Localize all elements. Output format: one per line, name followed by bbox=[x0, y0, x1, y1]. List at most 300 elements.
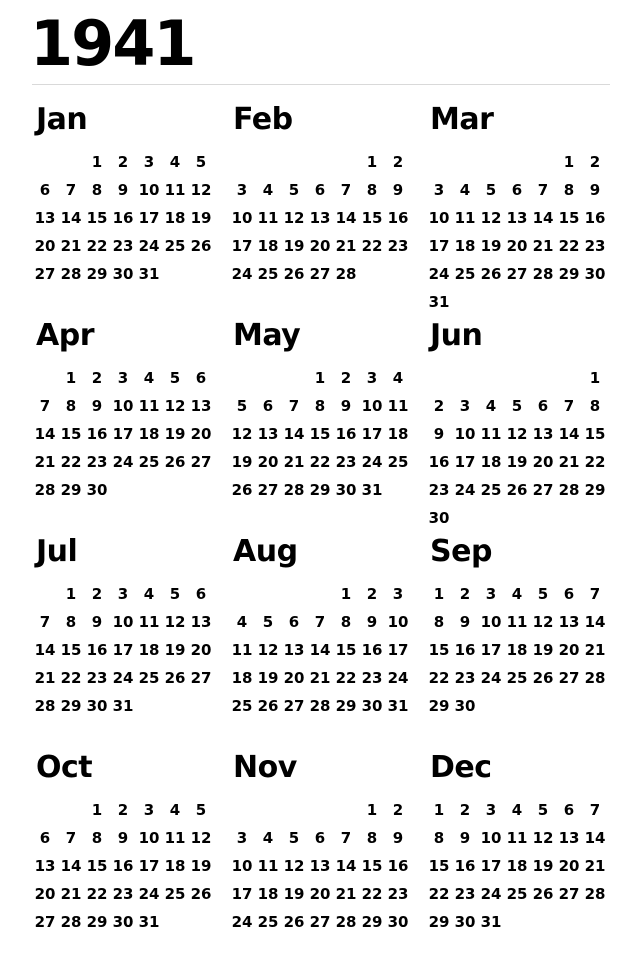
day-cell: 30 bbox=[428, 509, 450, 527]
day-cell: 28 bbox=[283, 481, 305, 499]
day-cell: 22 bbox=[86, 237, 108, 255]
day-cell: 27 bbox=[190, 669, 212, 687]
day-cell: 29 bbox=[86, 265, 108, 283]
day-grid bbox=[426, 148, 608, 316]
day-cell: 21 bbox=[60, 885, 82, 903]
day-cell: 18 bbox=[231, 669, 253, 687]
day-cell: 2 bbox=[91, 585, 103, 603]
month-name: Jun bbox=[430, 318, 483, 353]
day-cell: 4 bbox=[262, 181, 274, 199]
day-cell: 14 bbox=[309, 641, 331, 659]
day-cell: 11 bbox=[387, 397, 409, 415]
day-cell: 3 bbox=[433, 181, 445, 199]
day-cell: 18 bbox=[387, 425, 409, 443]
day-cell: 17 bbox=[231, 885, 253, 903]
day-cell: 16 bbox=[454, 641, 476, 659]
day-cell: 14 bbox=[584, 613, 606, 631]
day-cell: 16 bbox=[361, 641, 383, 659]
day-cell: 24 bbox=[138, 885, 160, 903]
day-cell: 5 bbox=[485, 181, 497, 199]
day-cell: 10 bbox=[454, 425, 476, 443]
day-cell: 8 bbox=[433, 829, 445, 847]
day-cell: 11 bbox=[454, 209, 476, 227]
day-cell: 27 bbox=[309, 265, 331, 283]
day-cell: 24 bbox=[112, 453, 134, 471]
day-cell: 17 bbox=[480, 641, 502, 659]
day-cell: 10 bbox=[428, 209, 450, 227]
day-cell: 20 bbox=[34, 885, 56, 903]
day-cell: 8 bbox=[314, 397, 326, 415]
day-cell: 17 bbox=[387, 641, 409, 659]
day-cell: 31 bbox=[138, 913, 160, 931]
day-cell: 16 bbox=[454, 857, 476, 875]
day-cell: 23 bbox=[361, 669, 383, 687]
day-cell: 14 bbox=[283, 425, 305, 443]
day-cell: 22 bbox=[335, 669, 357, 687]
day-cell: 4 bbox=[511, 585, 523, 603]
day-cell: 16 bbox=[387, 209, 409, 227]
day-cell: 26 bbox=[283, 265, 305, 283]
day-cell: 10 bbox=[231, 857, 253, 875]
day-cell: 14 bbox=[335, 209, 357, 227]
day-cell: 2 bbox=[459, 585, 471, 603]
day-cell: 18 bbox=[257, 237, 279, 255]
day-cell: 30 bbox=[335, 481, 357, 499]
day-cell: 11 bbox=[231, 641, 253, 659]
day-cell: 22 bbox=[361, 237, 383, 255]
day-grid bbox=[32, 580, 214, 720]
day-cell: 1 bbox=[340, 585, 352, 603]
day-cell: 16 bbox=[86, 425, 108, 443]
day-cell: 11 bbox=[480, 425, 502, 443]
day-cell: 23 bbox=[387, 237, 409, 255]
day-cell: 11 bbox=[164, 829, 186, 847]
day-cell: 20 bbox=[257, 453, 279, 471]
day-cell: 20 bbox=[309, 885, 331, 903]
day-cell: 25 bbox=[506, 669, 528, 687]
day-cell: 23 bbox=[86, 453, 108, 471]
month-name: Apr bbox=[36, 318, 94, 353]
day-cell: 6 bbox=[314, 829, 326, 847]
day-cell: 9 bbox=[340, 397, 352, 415]
month-name: Nov bbox=[233, 750, 297, 785]
day-cell: 16 bbox=[86, 641, 108, 659]
day-cell: 11 bbox=[138, 613, 160, 631]
day-cell: 14 bbox=[558, 425, 580, 443]
day-cell: 4 bbox=[169, 153, 181, 171]
day-cell: 29 bbox=[428, 913, 450, 931]
day-cell: 23 bbox=[335, 453, 357, 471]
day-cell: 7 bbox=[65, 181, 77, 199]
day-cell: 14 bbox=[584, 829, 606, 847]
day-cell: 10 bbox=[480, 829, 502, 847]
day-cell: 13 bbox=[190, 397, 212, 415]
day-cell: 23 bbox=[387, 885, 409, 903]
day-cell: 26 bbox=[480, 265, 502, 283]
day-cell: 1 bbox=[433, 585, 445, 603]
day-cell: 19 bbox=[506, 453, 528, 471]
day-cell: 19 bbox=[283, 237, 305, 255]
day-cell: 21 bbox=[584, 857, 606, 875]
month-name: Jan bbox=[36, 102, 88, 137]
day-cell: 28 bbox=[34, 481, 56, 499]
day-cell: 29 bbox=[558, 265, 580, 283]
day-cell: 6 bbox=[195, 369, 207, 387]
day-cell: 27 bbox=[257, 481, 279, 499]
day-cell: 15 bbox=[558, 209, 580, 227]
day-cell: 12 bbox=[231, 425, 253, 443]
day-cell: 16 bbox=[112, 209, 134, 227]
day-cell: 29 bbox=[86, 913, 108, 931]
day-cell: 25 bbox=[138, 453, 160, 471]
day-cell: 1 bbox=[65, 369, 77, 387]
month-mar bbox=[426, 100, 608, 316]
day-cell: 10 bbox=[112, 397, 134, 415]
day-cell: 9 bbox=[459, 613, 471, 631]
day-cell: 10 bbox=[361, 397, 383, 415]
day-cell: 6 bbox=[288, 613, 300, 631]
day-cell: 16 bbox=[335, 425, 357, 443]
day-cell: 23 bbox=[112, 237, 134, 255]
day-cell: 7 bbox=[39, 397, 51, 415]
day-cell: 31 bbox=[138, 265, 160, 283]
day-cell: 7 bbox=[589, 585, 601, 603]
month-name: Dec bbox=[430, 750, 492, 785]
day-cell: 25 bbox=[164, 237, 186, 255]
day-cell: 3 bbox=[117, 369, 129, 387]
day-cell: 19 bbox=[164, 425, 186, 443]
day-cell: 3 bbox=[459, 397, 471, 415]
day-cell: 15 bbox=[361, 209, 383, 227]
day-cell: 29 bbox=[361, 913, 383, 931]
day-cell: 28 bbox=[584, 669, 606, 687]
day-cell: 9 bbox=[589, 181, 601, 199]
day-cell: 1 bbox=[91, 153, 103, 171]
day-cell: 10 bbox=[480, 613, 502, 631]
day-cell: 28 bbox=[335, 265, 357, 283]
day-cell: 29 bbox=[60, 697, 82, 715]
day-grid bbox=[426, 580, 608, 720]
day-cell: 13 bbox=[558, 829, 580, 847]
day-cell: 10 bbox=[112, 613, 134, 631]
day-cell: 17 bbox=[428, 237, 450, 255]
day-cell: 3 bbox=[236, 181, 248, 199]
day-cell: 26 bbox=[506, 481, 528, 499]
day-cell: 15 bbox=[86, 209, 108, 227]
day-cell: 6 bbox=[39, 829, 51, 847]
day-cell: 30 bbox=[387, 913, 409, 931]
day-cell: 3 bbox=[485, 585, 497, 603]
day-cell: 8 bbox=[91, 181, 103, 199]
day-cell: 3 bbox=[143, 153, 155, 171]
day-cell: 7 bbox=[563, 397, 575, 415]
day-cell: 27 bbox=[558, 885, 580, 903]
day-cell: 20 bbox=[190, 641, 212, 659]
day-cell: 24 bbox=[480, 669, 502, 687]
day-cell: 6 bbox=[511, 181, 523, 199]
day-cell: 29 bbox=[60, 481, 82, 499]
day-cell: 26 bbox=[283, 913, 305, 931]
day-cell: 13 bbox=[532, 425, 554, 443]
day-cell: 13 bbox=[34, 857, 56, 875]
day-cell: 26 bbox=[190, 885, 212, 903]
day-cell: 7 bbox=[340, 829, 352, 847]
day-cell: 13 bbox=[190, 613, 212, 631]
day-cell: 13 bbox=[558, 613, 580, 631]
day-cell: 30 bbox=[86, 697, 108, 715]
day-cell: 20 bbox=[558, 857, 580, 875]
day-cell: 1 bbox=[433, 801, 445, 819]
day-cell: 25 bbox=[506, 885, 528, 903]
day-cell: 7 bbox=[340, 181, 352, 199]
day-cell: 9 bbox=[366, 613, 378, 631]
day-cell: 2 bbox=[340, 369, 352, 387]
day-cell: 7 bbox=[537, 181, 549, 199]
day-cell: 24 bbox=[387, 669, 409, 687]
day-cell: 4 bbox=[459, 181, 471, 199]
day-grid bbox=[229, 148, 411, 288]
day-cell: 21 bbox=[309, 669, 331, 687]
day-grid bbox=[229, 580, 411, 720]
day-cell: 21 bbox=[532, 237, 554, 255]
day-cell: 26 bbox=[532, 885, 554, 903]
day-cell: 4 bbox=[262, 829, 274, 847]
day-cell: 4 bbox=[511, 801, 523, 819]
day-cell: 25 bbox=[164, 885, 186, 903]
day-cell: 22 bbox=[60, 453, 82, 471]
day-cell: 3 bbox=[236, 829, 248, 847]
day-cell: 5 bbox=[262, 613, 274, 631]
day-cell: 21 bbox=[335, 237, 357, 255]
day-cell: 21 bbox=[34, 453, 56, 471]
day-cell: 17 bbox=[112, 425, 134, 443]
day-cell: 24 bbox=[112, 669, 134, 687]
day-cell: 18 bbox=[454, 237, 476, 255]
day-cell: 8 bbox=[340, 613, 352, 631]
month-may bbox=[229, 316, 411, 504]
day-cell: 13 bbox=[34, 209, 56, 227]
day-cell: 22 bbox=[558, 237, 580, 255]
day-cell: 16 bbox=[428, 453, 450, 471]
day-cell: 8 bbox=[366, 829, 378, 847]
day-cell: 29 bbox=[428, 697, 450, 715]
day-cell: 7 bbox=[39, 613, 51, 631]
day-cell: 18 bbox=[138, 641, 160, 659]
day-cell: 18 bbox=[480, 453, 502, 471]
day-cell: 22 bbox=[584, 453, 606, 471]
day-cell: 17 bbox=[112, 641, 134, 659]
day-cell: 30 bbox=[86, 481, 108, 499]
day-cell: 14 bbox=[34, 641, 56, 659]
day-cell: 13 bbox=[257, 425, 279, 443]
month-name: Sep bbox=[430, 534, 492, 569]
day-cell: 28 bbox=[532, 265, 554, 283]
day-cell: 5 bbox=[195, 153, 207, 171]
day-cell: 5 bbox=[288, 829, 300, 847]
day-cell: 22 bbox=[60, 669, 82, 687]
day-cell: 12 bbox=[190, 181, 212, 199]
day-cell: 15 bbox=[361, 857, 383, 875]
day-cell: 21 bbox=[584, 641, 606, 659]
day-cell: 9 bbox=[392, 829, 404, 847]
day-cell: 20 bbox=[558, 641, 580, 659]
month-oct bbox=[32, 748, 214, 936]
day-cell: 2 bbox=[91, 369, 103, 387]
day-cell: 30 bbox=[361, 697, 383, 715]
day-cell: 29 bbox=[309, 481, 331, 499]
day-cell: 26 bbox=[231, 481, 253, 499]
month-aug bbox=[229, 532, 411, 720]
month-apr bbox=[32, 316, 214, 504]
day-cell: 8 bbox=[91, 829, 103, 847]
day-cell: 23 bbox=[454, 885, 476, 903]
day-cell: 7 bbox=[65, 829, 77, 847]
day-cell: 31 bbox=[387, 697, 409, 715]
day-cell: 26 bbox=[164, 669, 186, 687]
day-cell: 18 bbox=[138, 425, 160, 443]
day-cell: 7 bbox=[589, 801, 601, 819]
day-cell: 26 bbox=[257, 697, 279, 715]
day-cell: 25 bbox=[257, 913, 279, 931]
day-grid bbox=[229, 796, 411, 936]
day-cell: 29 bbox=[335, 697, 357, 715]
day-cell: 20 bbox=[309, 237, 331, 255]
day-cell: 14 bbox=[34, 425, 56, 443]
day-cell: 6 bbox=[262, 397, 274, 415]
day-cell: 4 bbox=[143, 585, 155, 603]
day-cell: 28 bbox=[34, 697, 56, 715]
day-cell: 24 bbox=[361, 453, 383, 471]
day-cell: 23 bbox=[112, 885, 134, 903]
day-cell: 25 bbox=[387, 453, 409, 471]
day-cell: 13 bbox=[506, 209, 528, 227]
month-jun bbox=[426, 316, 608, 532]
day-cell: 17 bbox=[231, 237, 253, 255]
day-cell: 2 bbox=[433, 397, 445, 415]
day-cell: 30 bbox=[454, 913, 476, 931]
day-cell: 20 bbox=[532, 453, 554, 471]
day-cell: 22 bbox=[428, 669, 450, 687]
day-cell: 19 bbox=[257, 669, 279, 687]
day-cell: 19 bbox=[480, 237, 502, 255]
day-cell: 30 bbox=[112, 265, 134, 283]
day-cell: 19 bbox=[190, 857, 212, 875]
day-cell: 6 bbox=[314, 181, 326, 199]
day-cell: 14 bbox=[60, 209, 82, 227]
day-cell: 11 bbox=[257, 857, 279, 875]
day-cell: 9 bbox=[459, 829, 471, 847]
day-cell: 27 bbox=[309, 913, 331, 931]
day-cell: 22 bbox=[86, 885, 108, 903]
month-name: Mar bbox=[430, 102, 494, 137]
month-name: Aug bbox=[233, 534, 298, 569]
day-cell: 19 bbox=[532, 857, 554, 875]
day-cell: 24 bbox=[231, 913, 253, 931]
day-cell: 27 bbox=[190, 453, 212, 471]
day-cell: 16 bbox=[387, 857, 409, 875]
day-cell: 12 bbox=[506, 425, 528, 443]
day-cell: 23 bbox=[454, 669, 476, 687]
day-cell: 12 bbox=[190, 829, 212, 847]
day-cell: 8 bbox=[563, 181, 575, 199]
day-cell: 13 bbox=[309, 209, 331, 227]
day-cell: 13 bbox=[309, 857, 331, 875]
day-grid bbox=[32, 364, 214, 504]
day-cell: 25 bbox=[257, 265, 279, 283]
day-grid bbox=[32, 148, 214, 288]
day-cell: 6 bbox=[39, 181, 51, 199]
day-cell: 15 bbox=[60, 641, 82, 659]
day-cell: 18 bbox=[506, 641, 528, 659]
day-cell: 25 bbox=[454, 265, 476, 283]
day-cell: 10 bbox=[231, 209, 253, 227]
day-cell: 13 bbox=[283, 641, 305, 659]
month-dec bbox=[426, 748, 608, 936]
day-cell: 1 bbox=[366, 801, 378, 819]
day-cell: 29 bbox=[584, 481, 606, 499]
day-cell: 15 bbox=[428, 641, 450, 659]
day-cell: 21 bbox=[335, 885, 357, 903]
day-cell: 2 bbox=[117, 801, 129, 819]
day-cell: 6 bbox=[537, 397, 549, 415]
day-cell: 30 bbox=[454, 697, 476, 715]
month-name: Feb bbox=[233, 102, 293, 137]
day-cell: 12 bbox=[164, 397, 186, 415]
day-cell: 3 bbox=[485, 801, 497, 819]
day-cell: 23 bbox=[428, 481, 450, 499]
day-cell: 7 bbox=[288, 397, 300, 415]
day-cell: 25 bbox=[231, 697, 253, 715]
day-cell: 23 bbox=[86, 669, 108, 687]
day-cell: 2 bbox=[392, 801, 404, 819]
month-nov bbox=[229, 748, 411, 936]
day-cell: 9 bbox=[117, 829, 129, 847]
day-cell: 27 bbox=[558, 669, 580, 687]
day-cell: 2 bbox=[589, 153, 601, 171]
day-cell: 11 bbox=[257, 209, 279, 227]
day-grid bbox=[229, 364, 411, 504]
day-cell: 11 bbox=[164, 181, 186, 199]
day-cell: 30 bbox=[112, 913, 134, 931]
day-cell: 21 bbox=[34, 669, 56, 687]
day-cell: 18 bbox=[506, 857, 528, 875]
day-cell: 15 bbox=[309, 425, 331, 443]
day-cell: 4 bbox=[485, 397, 497, 415]
day-cell: 5 bbox=[169, 369, 181, 387]
day-cell: 6 bbox=[195, 585, 207, 603]
day-cell: 26 bbox=[164, 453, 186, 471]
day-cell: 26 bbox=[190, 237, 212, 255]
day-cell: 8 bbox=[65, 613, 77, 631]
day-cell: 20 bbox=[190, 425, 212, 443]
day-cell: 5 bbox=[236, 397, 248, 415]
day-cell: 31 bbox=[480, 913, 502, 931]
day-cell: 30 bbox=[584, 265, 606, 283]
day-grid bbox=[426, 364, 608, 532]
day-cell: 22 bbox=[309, 453, 331, 471]
day-cell: 31 bbox=[112, 697, 134, 715]
day-cell: 24 bbox=[454, 481, 476, 499]
day-cell: 27 bbox=[506, 265, 528, 283]
month-jan bbox=[32, 100, 214, 288]
day-cell: 5 bbox=[537, 585, 549, 603]
day-cell: 4 bbox=[236, 613, 248, 631]
day-cell: 19 bbox=[164, 641, 186, 659]
day-grid bbox=[426, 796, 608, 936]
day-cell: 6 bbox=[563, 801, 575, 819]
day-cell: 19 bbox=[190, 209, 212, 227]
day-cell: 6 bbox=[563, 585, 575, 603]
